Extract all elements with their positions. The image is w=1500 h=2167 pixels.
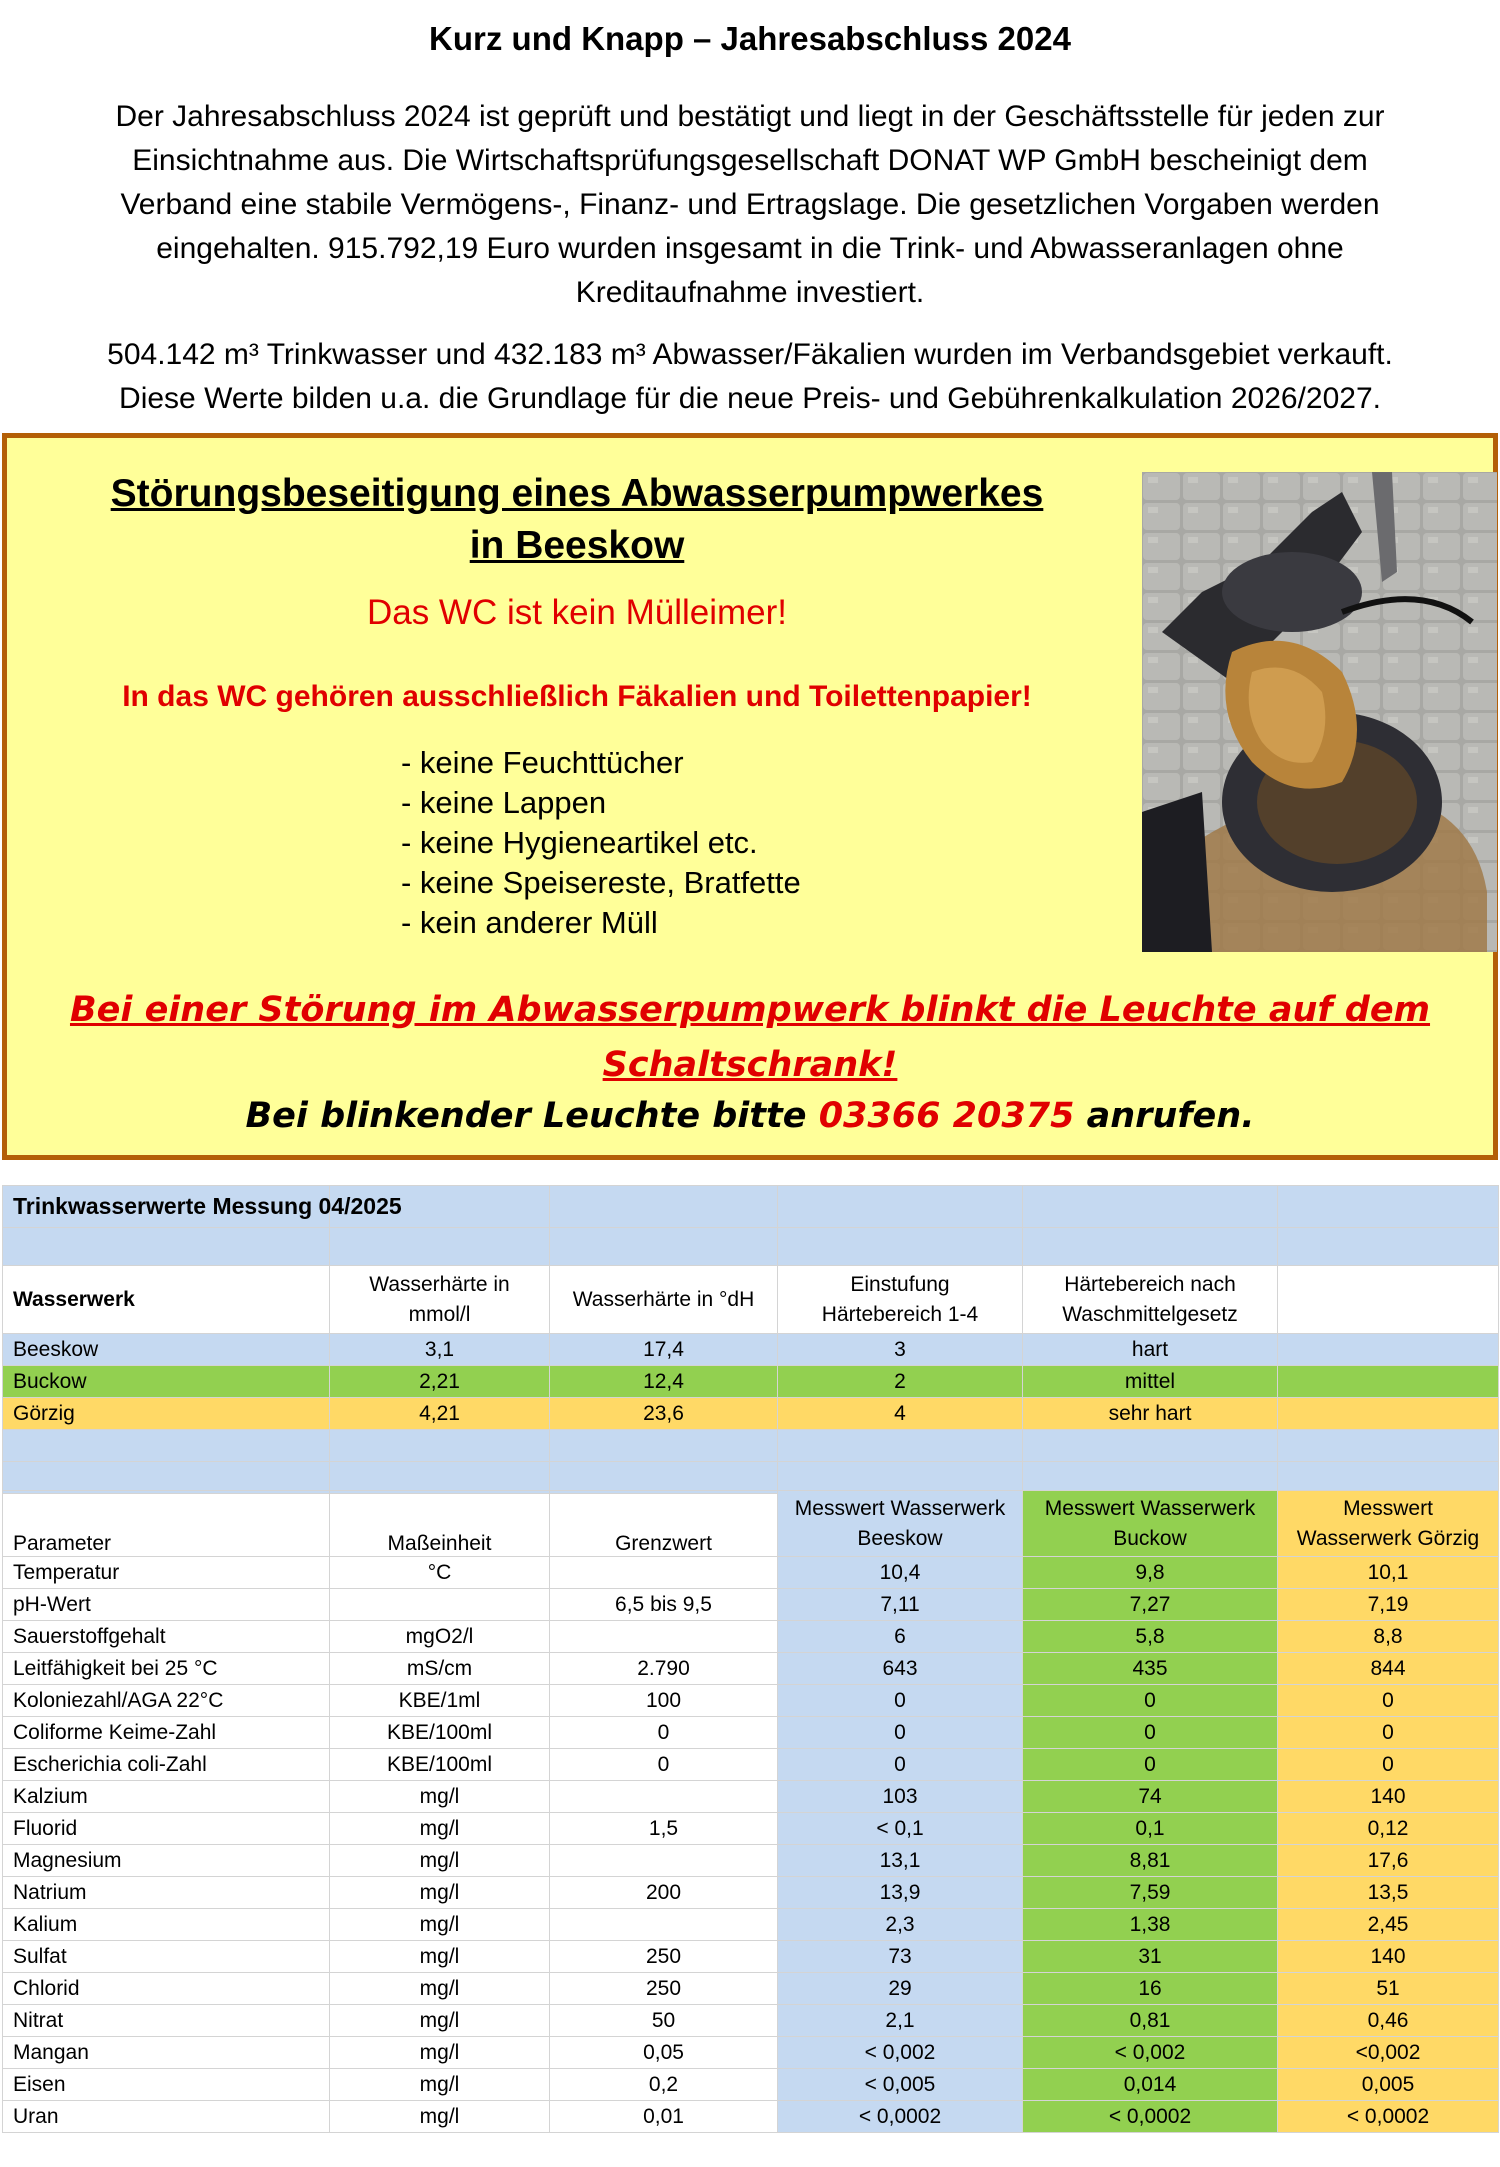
cell: mg/l (330, 1781, 550, 1813)
cell: Koloniezahl/AGA 22°C (3, 1685, 330, 1717)
cell: 0,12 (1278, 1813, 1499, 1845)
cell: 250 (550, 1941, 778, 1973)
cell: 16 (1023, 1973, 1278, 2005)
cell (550, 1557, 778, 1589)
cell: 435 (1023, 1653, 1278, 1685)
cell: 7,59 (1023, 1877, 1278, 1909)
hardness-table-title: Trinkwasserwerte Messung 04/2025 (3, 1186, 330, 1228)
column-header: Einstufung Härtebereich 1-4 (778, 1266, 1023, 1334)
cell: KBE/100ml (330, 1717, 550, 1749)
notice-list-item: - keine Lappen (401, 785, 607, 820)
table-row (3, 1653, 1499, 1685)
intro-line: Einsichtnahme aus. Die Wirtschaftsprüfungsgesellschaft DONAT WP GmbH bescheinigt dem (132, 144, 1368, 177)
cell: <0,002 (1278, 2037, 1499, 2069)
cell: 250 (550, 1973, 778, 2005)
cell: 7,27 (1023, 1589, 1278, 1621)
sales-paragraph (40, 333, 1460, 421)
table-header-row (3, 1266, 1499, 1334)
cell: Uran (3, 2101, 330, 2133)
table-row (3, 1430, 1499, 1462)
cell: KBE/100ml (330, 1749, 550, 1781)
cell (550, 1781, 778, 1813)
column-header: Maßeinheit (330, 1491, 550, 1557)
cell: Nitrat (3, 2005, 330, 2037)
cell: 0 (1023, 1685, 1278, 1717)
cell: < 0,0002 (1023, 2101, 1278, 2133)
cell: 0 (1278, 1717, 1499, 1749)
table-row (3, 1398, 1499, 1430)
cell: Fluorid (3, 1813, 330, 1845)
table-row (3, 2101, 1499, 2133)
table-row (3, 1589, 1499, 1621)
cell: Mangan (3, 2037, 330, 2069)
column-header: Parameter (3, 1491, 330, 1557)
column-header: Grenzwert (550, 1491, 778, 1557)
cell: 0 (1278, 1685, 1499, 1717)
cell: mg/l (330, 2069, 550, 2101)
notice-title-line: Störungsbeseitigung eines Abwasserpumpwerkes (110, 472, 1044, 515)
cell: 0 (778, 1717, 1023, 1749)
parameter-table (2, 1490, 1499, 2133)
cell: 3 (778, 1334, 1023, 1366)
cell: < 0,002 (1023, 2037, 1278, 2069)
cell: 0,46 (1278, 2005, 1499, 2037)
cell: Escherichia coli-Zahl (3, 1749, 330, 1781)
cell: hart (1023, 1334, 1278, 1366)
table-row (3, 1186, 1499, 1228)
cell: 0 (1023, 1717, 1278, 1749)
intro-line: eingehalten. 915.792,19 Euro wurden insgesamt in die Trink- und Abwasseranlagen ohne (156, 232, 1344, 265)
cell: 0 (1278, 1749, 1499, 1781)
table-row (3, 1621, 1499, 1653)
table-header-row (3, 1491, 1499, 1557)
cell: < 0,0002 (778, 2101, 1023, 2133)
intro-line: Verband eine stabile Vermögens-, Finanz- und Ertragslage. Die gesetzlichen Vorgaben werden (120, 188, 1380, 221)
cell (550, 1621, 778, 1653)
cell: mg/l (330, 2005, 550, 2037)
cell: < 0,005 (778, 2069, 1023, 2101)
cell: 74 (1023, 1781, 1278, 1813)
intro-line: Der Jahresabschluss 2024 ist geprüft und bestätigt und liegt in der Geschäftsstelle für jeden zur (115, 100, 1385, 133)
cell: 12,4 (550, 1366, 778, 1398)
cell: 17,6 (1278, 1845, 1499, 1877)
cell: 0,81 (1023, 2005, 1278, 2037)
cell: mS/cm (330, 1653, 550, 1685)
cell: 6 (778, 1621, 1023, 1653)
column-header: Messwert Wasserwerk Beeskow (778, 1491, 1023, 1557)
cell: Buckow (3, 1366, 330, 1398)
notice-title (27, 468, 1127, 572)
cell: °C (330, 1557, 550, 1589)
cell: 2,21 (330, 1366, 550, 1398)
cell: 13,1 (778, 1845, 1023, 1877)
page-title: Kurz und Knapp – Jahresabschluss 2024 (429, 20, 1071, 57)
table-row (3, 1462, 1499, 1494)
cell: 0 (550, 1749, 778, 1781)
table-row (3, 1228, 1499, 1266)
cell: 9,8 (1023, 1557, 1278, 1589)
cell: < 0,0002 (1278, 2101, 1499, 2133)
cell: 0,1 (1023, 1813, 1278, 1845)
cell: 0,2 (550, 2069, 778, 2101)
cell: 4,21 (330, 1398, 550, 1430)
cell: Beeskow (3, 1334, 330, 1366)
cell: Kalzium (3, 1781, 330, 1813)
cell: mg/l (330, 2101, 550, 2133)
table-row (3, 2069, 1499, 2101)
table-row (3, 1781, 1499, 1813)
cell: Leitfähigkeit bei 25 °C (3, 1653, 330, 1685)
cell: 0 (1023, 1749, 1278, 1781)
cell: 0 (778, 1685, 1023, 1717)
cell: 6,5 bis 9,5 (550, 1589, 778, 1621)
notice-list (401, 743, 801, 943)
call-suffix: anrufen. (1074, 1096, 1255, 1136)
table-row (3, 1813, 1499, 1845)
intro-line: Kreditaufnahme investiert. (575, 276, 925, 309)
cell: Chlorid (3, 1973, 330, 2005)
notice-rule: In das WC gehören ausschließlich Fäkalien und Toilettenpapier! (122, 680, 1032, 713)
cell: Temperatur (3, 1557, 330, 1589)
cell: Eisen (3, 2069, 330, 2101)
cell: < 0,002 (778, 2037, 1023, 2069)
cell: 2,3 (778, 1909, 1023, 1941)
cell: 2 (778, 1366, 1023, 1398)
cell: 73 (778, 1941, 1023, 1973)
cell: 13,9 (778, 1877, 1023, 1909)
table-row (3, 1973, 1499, 2005)
cell: 0 (778, 1749, 1023, 1781)
cell: mittel (1023, 1366, 1278, 1398)
column-header: Wasserhärte in mmol/l (330, 1266, 550, 1334)
cell: 2,45 (1278, 1909, 1499, 1941)
cell: Görzig (3, 1398, 330, 1430)
cell: KBE/1ml (330, 1685, 550, 1717)
sales-line: Diese Werte bilden u.a. die Grundlage für die neue Preis- und Gebührenkalkulation 2026/2027. (119, 382, 1381, 415)
table-row (3, 2005, 1499, 2037)
cell (330, 1589, 550, 1621)
cell: mg/l (330, 2037, 550, 2069)
cell: 200 (550, 1877, 778, 1909)
notice-list-item: - kein anderer Müll (401, 905, 658, 940)
cell: 8,81 (1023, 1845, 1278, 1877)
column-header: Wasserwerk (3, 1266, 330, 1334)
cell: 0,005 (1278, 2069, 1499, 2101)
cell: 1,38 (1023, 1909, 1278, 1941)
cell: mgO2/l (330, 1621, 550, 1653)
table-row (3, 2037, 1499, 2069)
cell: 0,014 (1023, 2069, 1278, 2101)
cell: mg/l (330, 1813, 550, 1845)
cell: mg/l (330, 1941, 550, 1973)
cell: 0,05 (550, 2037, 778, 2069)
notice-subtitle: Das WC ist kein Mülleimer! (366, 593, 788, 632)
cell: 844 (1278, 1653, 1499, 1685)
table-row (3, 1685, 1499, 1717)
cell: 2.790 (550, 1653, 778, 1685)
cell: 5,8 (1023, 1621, 1278, 1653)
table-row (3, 1909, 1499, 1941)
cell: 51 (1278, 1973, 1499, 2005)
notice-box (2, 433, 1498, 1160)
cell: 50 (550, 2005, 778, 2037)
column-header: Wasserhärte in °dH (550, 1266, 778, 1334)
column-header: Messwert Wasserwerk Buckow (1023, 1491, 1278, 1557)
table-row (3, 1941, 1499, 1973)
cell: 8,8 (1278, 1621, 1499, 1653)
cell: Natrium (3, 1877, 330, 1909)
table-row (3, 1557, 1499, 1589)
cell: 3,1 (330, 1334, 550, 1366)
cell (550, 1909, 778, 1941)
notice-title-line: in Beeskow (469, 524, 685, 567)
warning-line: Schaltschrank! (602, 1045, 898, 1085)
cell: 643 (778, 1653, 1023, 1685)
cell: 31 (1023, 1941, 1278, 1973)
hardness-table (2, 1185, 1499, 1494)
cell: mg/l (330, 1909, 550, 1941)
cell: 10,4 (778, 1557, 1023, 1589)
cell: mg/l (330, 1973, 550, 2005)
table-row (3, 1877, 1499, 1909)
photo-illustration (1142, 472, 1497, 952)
parameter-rows (3, 1557, 1499, 2133)
cell: 140 (1278, 1781, 1499, 1813)
cell: Sauerstoffgehalt (3, 1621, 330, 1653)
column-header: Härtebereich nach Waschmittelgesetz (1023, 1266, 1278, 1334)
cell: Magnesium (3, 1845, 330, 1877)
cell: 140 (1278, 1941, 1499, 1973)
table-row (3, 1334, 1499, 1366)
column-header: Messwert Wasserwerk Görzig (1278, 1491, 1499, 1557)
cell: pH-Wert (3, 1589, 330, 1621)
cell: sehr hart (1023, 1398, 1278, 1430)
cell: 13,5 (1278, 1877, 1499, 1909)
cell: 29 (778, 1973, 1023, 2005)
notice-list-item: - keine Feuchttücher (401, 745, 684, 780)
clogged-pump-photo (1142, 472, 1497, 952)
warning-text (7, 983, 1493, 1093)
cell: 10,1 (1278, 1557, 1499, 1589)
cell: 1,5 (550, 1813, 778, 1845)
table-row (3, 1845, 1499, 1877)
cell: 103 (778, 1781, 1023, 1813)
cell: mg/l (330, 1877, 550, 1909)
cell: Kalium (3, 1909, 330, 1941)
cell: 17,4 (550, 1334, 778, 1366)
call-prefix: Bei blinkender Leuchte bitte (245, 1096, 819, 1136)
table-row (3, 1717, 1499, 1749)
cell: 100 (550, 1685, 778, 1717)
cell (550, 1845, 778, 1877)
cell: Coliforme Keime-Zahl (3, 1717, 330, 1749)
table-row (3, 1366, 1499, 1398)
cell: < 0,1 (778, 1813, 1023, 1845)
cell: 23,6 (550, 1398, 778, 1430)
cell: 0 (550, 1717, 778, 1749)
cell: 7,11 (778, 1589, 1023, 1621)
notice-list-item: - keine Speisereste, Bratfette (401, 865, 801, 900)
sales-line: 504.142 m³ Trinkwasser und 432.183 m³ Abwasser/Fäkalien wurden im Verbandsgebiet verkauft. (107, 338, 1393, 371)
cell: 7,19 (1278, 1589, 1499, 1621)
cell: Sulfat (3, 1941, 330, 1973)
call-instruction (7, 1096, 1493, 1136)
cell: mg/l (330, 1845, 550, 1877)
cell: 0,01 (550, 2101, 778, 2133)
notice-list-item: - keine Hygieneartikel etc. (401, 825, 758, 860)
cell: 4 (778, 1398, 1023, 1430)
phone-number: 03366 20375 (818, 1096, 1075, 1136)
intro-paragraph (40, 95, 1460, 315)
table-row (3, 1749, 1499, 1781)
cell: 2,1 (778, 2005, 1023, 2037)
warning-line: Bei einer Störung im Abwasserpumpwerk blinkt die Leuchte auf dem (69, 990, 1431, 1030)
